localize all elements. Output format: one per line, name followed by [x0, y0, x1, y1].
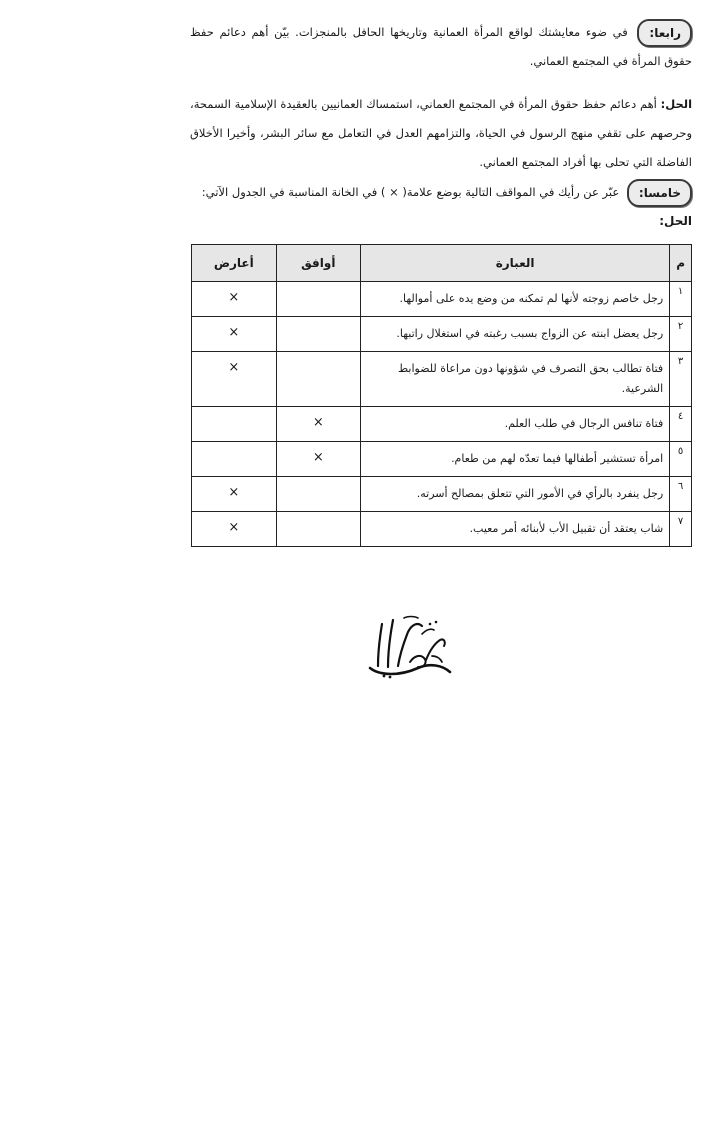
opinion-table: [191, 244, 692, 547]
question-four-text: في ضوء معايشتك لواقع المرأة العمانية وتاريخها الحافل بالمنجزات. بيّن أهم دعائم حفظ حقوق المرأة في المجتمع العماني.: [190, 25, 692, 68]
agree-cell: [276, 512, 360, 547]
row-number: ٢: [670, 317, 692, 352]
question-five-label: خامسا:: [627, 179, 692, 207]
row-statement: رجل ينفرد بالرأي في الأمور التي تتعلق بمصالح أسرته.: [360, 477, 669, 512]
table-row: [192, 442, 692, 477]
closing-calligraphy: [360, 610, 456, 682]
disagree-cell: ×: [192, 317, 277, 352]
disagree-cell: [192, 442, 277, 477]
row-statement: فتاة تنافس الرجال في طلب العلم.: [360, 407, 669, 442]
agree-cell: [276, 352, 360, 407]
header-disagree: أعارض: [192, 245, 277, 282]
header-statement: العبارة: [360, 245, 669, 282]
disagree-cell: ×: [192, 512, 277, 547]
header-num: م: [670, 245, 692, 282]
question-four-label: رابعا:: [637, 19, 692, 47]
question-four-answer-text: أهم دعائم حفظ حقوق المرأة في المجتمع العماني، استمساك العمانيين بالعقيدة الإسلامية السمحة، وحرصهم على تقفي منهج الرسول في الحياة، والتزامهم العدل في التعامل مع سائر البشر، وأخيرا الأخلاق الفاضلة التي تحلى بها أفراد المجتمع العماني.: [190, 97, 692, 169]
row-statement: فتاة تطالب بحق التصرف في شؤونها دون مراعاة للضوابط الشرعية.: [360, 352, 669, 407]
table-header-row: [192, 245, 692, 282]
row-number: ٥: [670, 442, 692, 477]
question-four: [190, 18, 692, 76]
question-four-answer-label: الحل:: [660, 97, 693, 111]
header-agree: أوافق: [276, 245, 360, 282]
disagree-cell: [192, 407, 277, 442]
question-five: [190, 178, 692, 207]
row-number: ٤: [670, 407, 692, 442]
question-five-answer-label: الحل:: [659, 214, 692, 228]
row-number: ٧: [670, 512, 692, 547]
row-statement: امرأة تستشير أطفالها فيما تعدّه لهم من طعام.: [360, 442, 669, 477]
question-five-text: عبّر عن رأيك في المواقف التالية بوضع علامة( × ) في الخانة المناسبة في الجدول الآتي:: [201, 185, 620, 199]
disagree-cell: ×: [192, 477, 277, 512]
row-number: ٣: [670, 352, 692, 407]
row-statement: رجل خاصم زوجته لأنها لم تمكنه من وضع يده على أموالها.: [360, 282, 669, 317]
row-statement: رجل يعضل ابنته عن الزواج بسبب رغبته في استغلال راتبها.: [360, 317, 669, 352]
row-number: ٦: [670, 477, 692, 512]
agree-cell: [276, 477, 360, 512]
disagree-cell: ×: [192, 282, 277, 317]
table-row: [192, 317, 692, 352]
row-number: ١: [670, 282, 692, 317]
agree-cell: [276, 282, 360, 317]
row-statement: شاب يعتقد أن تقبيل الأب لأبنائه أمر معيب.: [360, 512, 669, 547]
table-row: [192, 352, 692, 407]
table-row: [192, 407, 692, 442]
table-row: [192, 512, 692, 547]
agree-cell: [276, 317, 360, 352]
table-row: [192, 282, 692, 317]
question-four-answer: [190, 90, 692, 177]
disagree-cell: ×: [192, 352, 277, 407]
agree-cell: ×: [276, 442, 360, 477]
table-row: [192, 477, 692, 512]
agree-cell: ×: [276, 407, 360, 442]
